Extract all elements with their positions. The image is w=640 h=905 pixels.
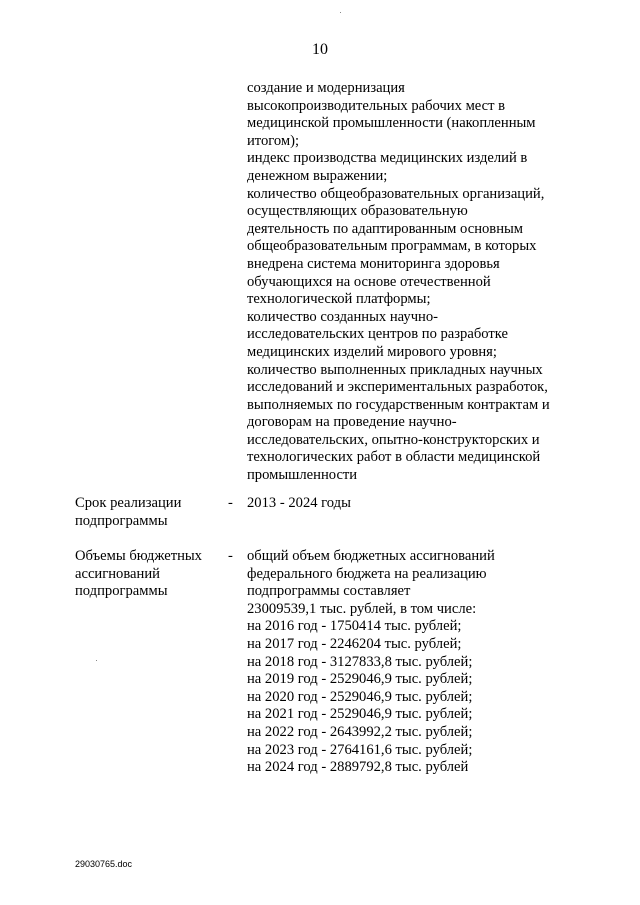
footer-filename: 29030765.doc [75, 859, 133, 869]
target-indicators-list [247, 80, 577, 485]
budget-line: на 2024 год - 2889792,8 тыс. рублей [247, 759, 469, 776]
scan-speck [96, 660, 97, 661]
budget-line: 23009539,1 тыс. рублей, в том числе: [247, 600, 477, 617]
budget-label-line: Объемы бюджетных [75, 548, 202, 564]
budget-label-line: подпрограммы [75, 583, 168, 600]
indicator-line: медицинских изделий мирового уровня; [247, 343, 497, 360]
budget-value [247, 548, 587, 777]
indicator-line: осуществляющих образовательную [247, 203, 468, 220]
indicator-line: итогом); [247, 132, 300, 149]
budget-line: на 2022 год - 2643992,2 тыс. рублей; [247, 723, 473, 740]
indicator-line: медицинской промышленности (накопленным [247, 115, 536, 132]
budget-line: на 2016 год - 1750414 тыс. рублей; [247, 618, 462, 635]
indicator-line: создание и модернизация [247, 80, 405, 96]
budget-line: подпрограммы составляет [247, 583, 411, 600]
term-dash: - [228, 495, 233, 511]
budget-line: на 2020 год - 2529046,9 тыс. рублей; [247, 688, 473, 705]
indicator-line: договорам на проведение научно- [247, 414, 457, 431]
indicator-line: технологических работ в области медицинской [247, 449, 541, 466]
indicator-line: количество общеобразовательных организаций, [247, 185, 545, 202]
indicator-line: денежном выражении; [247, 167, 388, 184]
budget-dash: - [228, 548, 233, 564]
indicator-line: количество созданных научно- [247, 308, 439, 325]
budget-line: на 2018 год - 3127833,8 тыс. рублей; [247, 653, 473, 670]
indicator-line: количество выполненных прикладных научных [247, 361, 543, 378]
indicator-line: технологической платформы; [247, 291, 431, 308]
indicator-line: индекс производства медицинских изделий в [247, 150, 528, 167]
page-number: 10 [312, 41, 328, 58]
budget-line: на 2019 год - 2529046,9 тыс. рублей; [247, 671, 473, 688]
budget-label [75, 548, 235, 601]
budget-line: на 2023 год - 2764161,6 тыс. рублей; [247, 741, 473, 758]
indicator-line: общеобразовательным программам, в которых [247, 238, 537, 255]
term-label [75, 495, 235, 530]
term-label-line: подпрограммы [75, 512, 168, 529]
budget-label-line: ассигнований [75, 565, 160, 582]
indicator-line: исследовательских центров по разработке [247, 326, 508, 343]
indicator-line: исследовательских, опытно-конструкторских и [247, 431, 540, 448]
indicator-line: исследований и экспериментальных разработок, [247, 379, 548, 396]
indicator-line: внедрена система мониторинга здоровья [247, 255, 500, 272]
indicator-line: деятельность по адаптированным основным [247, 220, 524, 237]
scan-speck [340, 12, 341, 13]
indicator-line: обучающихся на основе отечественной [247, 273, 491, 290]
budget-line: на 2021 год - 2529046,9 тыс. рублей; [247, 706, 473, 723]
indicator-line: высокопроизводительных рабочих мест в [247, 97, 506, 114]
term-value: 2013 - 2024 годы [247, 495, 351, 511]
budget-line: на 2017 год - 2246204 тыс. рублей; [247, 635, 462, 652]
budget-line: общий объем бюджетных ассигнований [247, 548, 495, 564]
indicator-line: выполняемых по государственным контрактам и [247, 396, 550, 413]
budget-line: федерального бюджета на реализацию [247, 565, 487, 582]
indicator-line: промышленности [247, 467, 358, 484]
term-label-line: Срок реализации [75, 495, 182, 511]
